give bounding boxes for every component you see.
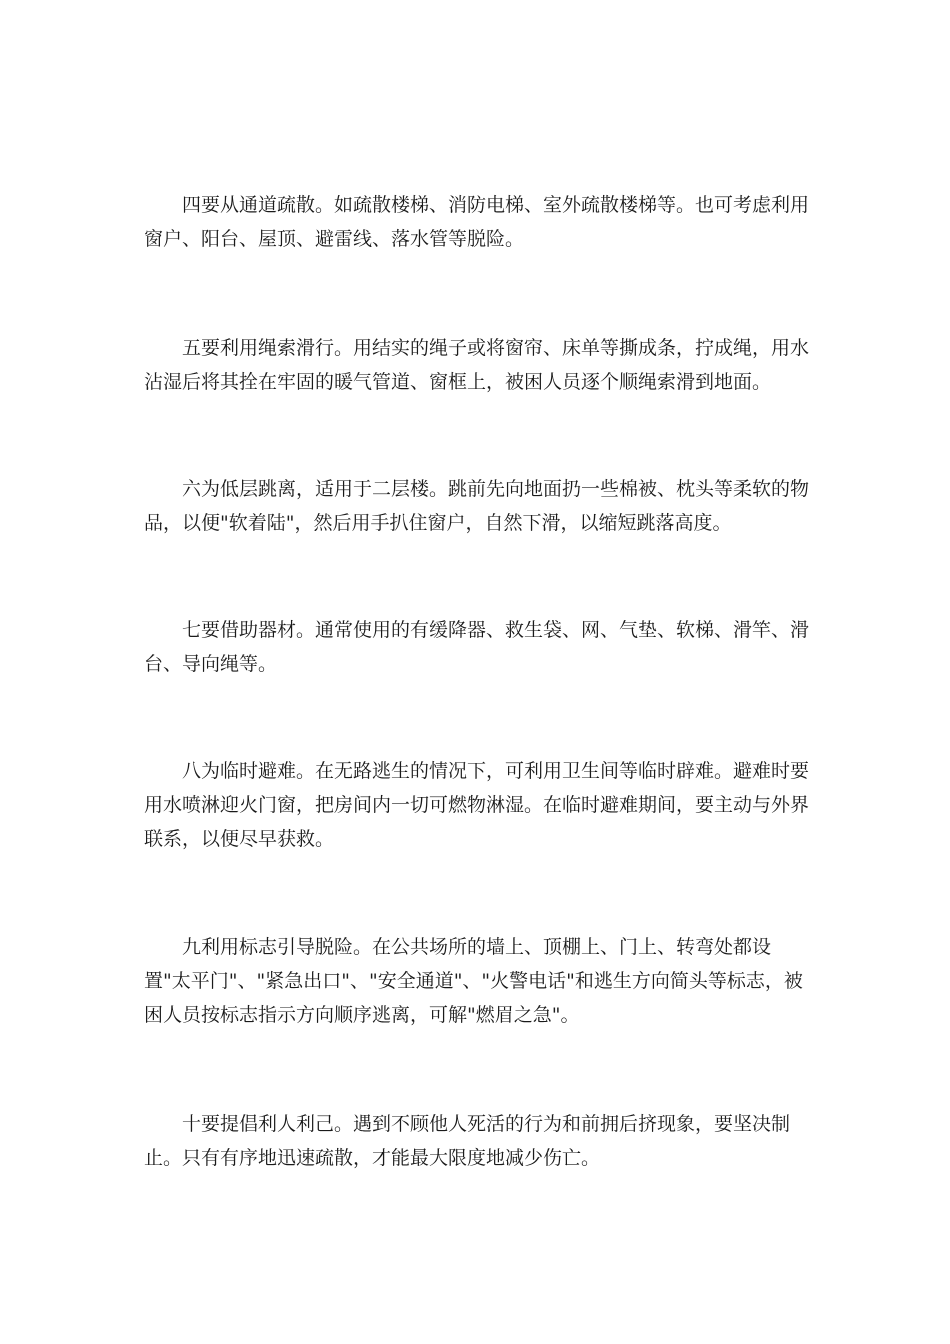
paragraph-follow-signs: 九利用标志引导脱险。在公共场所的墙上、顶棚上、门上、转弯处都设置"太平门"、"紧急出口"、"安全通道"、"火警电话"和逃生方向简头等标志，被困人员按标志指示方向顺序逃离，可解"燃眉之急"。 — [144, 936, 803, 1026]
paragraph-low-floor-jump: 六为低层跳离，适用于二层楼。跳前先向地面扔一些棉被、枕头等柔软的物品，以便"软着陆"，然后用手扒住窗户，自然下滑，以缩短跳落高度。 — [144, 478, 810, 534]
paragraph-use-equipment: 七要借助器材。通常使用的有缓降器、救生袋、网、气垫、软梯、滑竿、滑台、导向绳等。 — [144, 619, 810, 675]
paragraph-evacuate-via-passage: 四要从通道疏散。如疏散楼梯、消防电梯、室外疏散楼梯等。也可考虑利用窗户、阳台、屋顶、避雷线、落水管等脱险。 — [144, 194, 810, 250]
paragraph-help-others: 十要提倡利人利己。遇到不顾他人死活的行为和前拥后挤现象，要坚决制止。只有有序地迅速疏散，才能最大限度地减少伤亡。 — [144, 1113, 791, 1169]
paragraph-temporary-shelter: 八为临时避难。在无路逃生的情况下，可利用卫生间等临时辟难。避难时要用水喷淋迎火门窗，把房间内一切可燃物淋湿。在临时避难期间，要主动与外界联系，以便尽早获救。 — [144, 760, 810, 850]
paragraph-rope-sliding: 五要利用绳索滑行。用结实的绳子或将窗帘、床单等撕成条，拧成绳，用水沾湿后将其拴在牢固的暖气管道、窗框上，被困人员逐个顺绳索滑到地面。 — [144, 337, 810, 393]
